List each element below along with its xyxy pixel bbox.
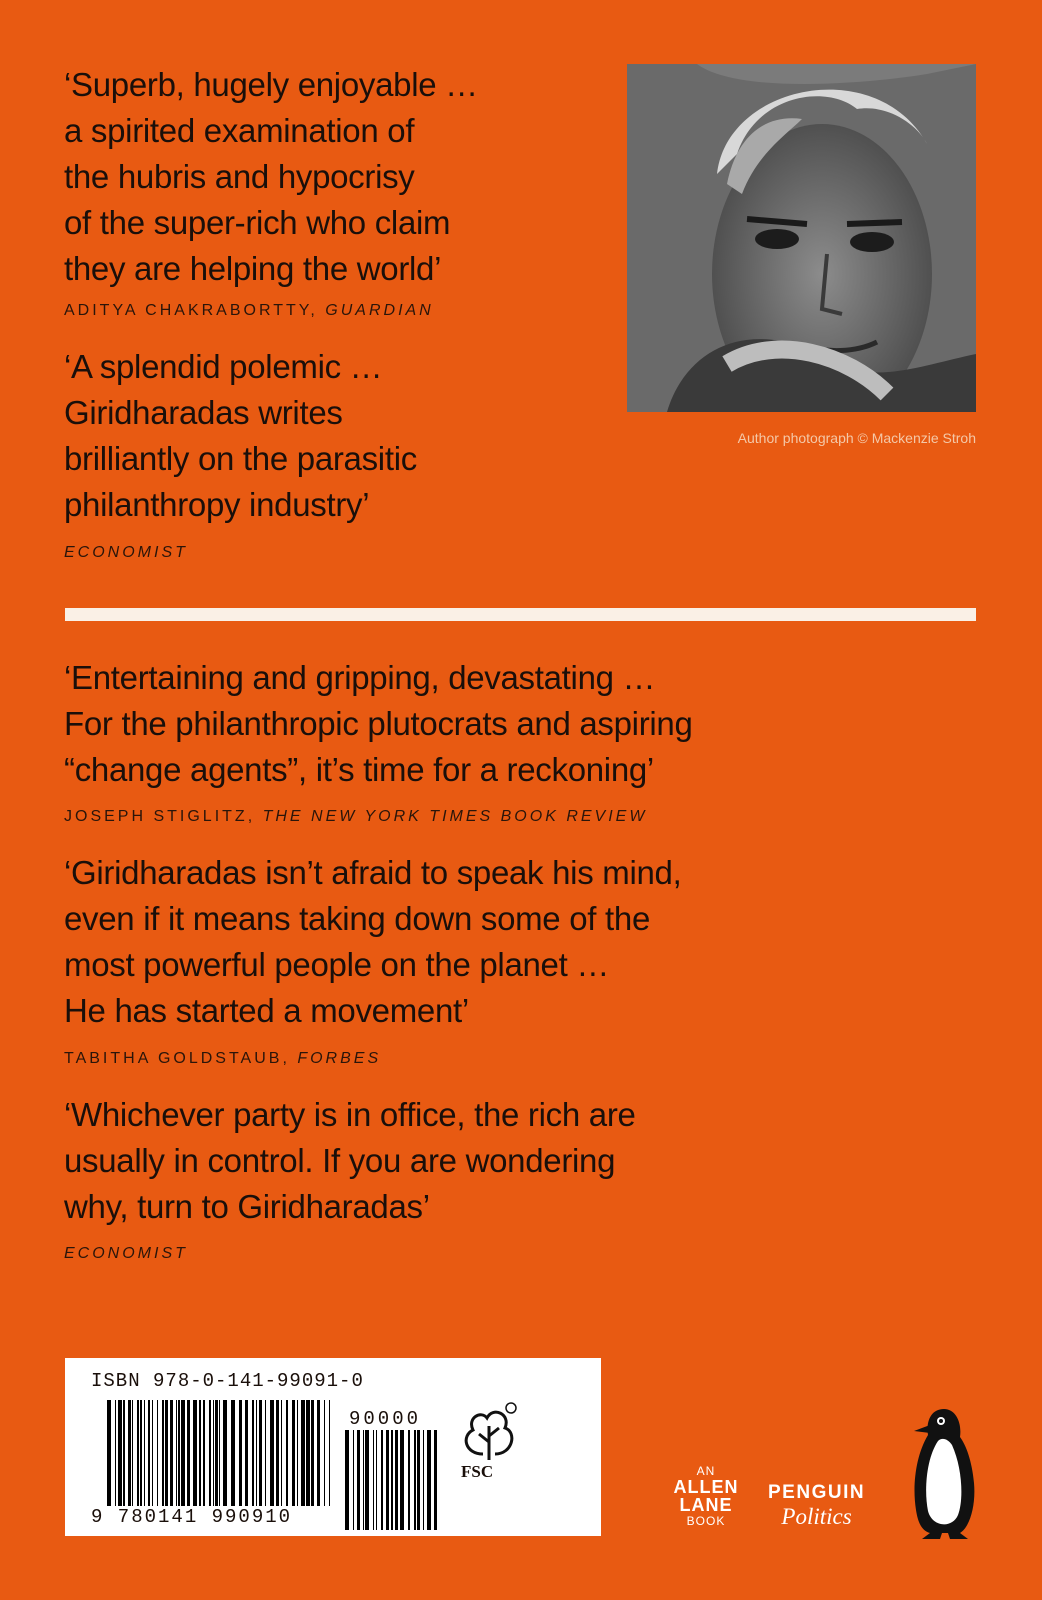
imprint-lane: LANE <box>679 1495 733 1516</box>
barcode-bar <box>118 1400 122 1506</box>
barcode-bar <box>434 1430 437 1530</box>
barcode-bar <box>162 1400 164 1506</box>
barcode-bar <box>132 1400 133 1506</box>
attribution-author: ADITYA CHAKRABORTTY, <box>64 302 326 319</box>
quote-chakrabortty: ‘Superb, hugely enjoyable … a spirited examination of the hubris and hypocrisy of the super-rich who claim they are helping the world’ <box>64 66 478 287</box>
barcode-bar <box>193 1400 197 1506</box>
barcode-bar <box>381 1430 383 1530</box>
barcode-bar <box>391 1430 393 1530</box>
quote-stiglitz: ‘Entertaining and gripping, devastating … For the philanthropic plutocrats and aspiring “change agents”, it’s time for a reckoning’ <box>64 659 693 788</box>
barcode-bar <box>165 1400 168 1506</box>
barcode-bar <box>363 1430 364 1530</box>
barcode-bar <box>140 1400 142 1506</box>
barcode-bar <box>176 1400 177 1506</box>
barcode-bar <box>265 1400 266 1506</box>
attribution-publication: FORBES <box>297 1050 382 1067</box>
imprint-an: AN <box>696 1464 716 1478</box>
barcode-bar <box>414 1430 416 1530</box>
price-code: 90000 <box>349 1408 422 1430</box>
barcode-bar <box>386 1430 389 1530</box>
barcode-bar <box>365 1430 369 1530</box>
barcode-bar <box>329 1400 330 1506</box>
imprint-allen: ALLEN <box>673 1476 739 1497</box>
fsc-label: FSC <box>461 1462 494 1481</box>
photo-credit: Author photograph © Mackenzie Stroh <box>737 430 976 446</box>
barcode-bar <box>215 1400 218 1506</box>
barcode-bar <box>223 1400 227 1506</box>
barcode-bar <box>376 1430 377 1530</box>
barcode-bar <box>170 1400 173 1506</box>
attribution-publication: ECONOMIST <box>64 544 188 561</box>
attribution-author: TABITHA GOLDSTAUB, <box>64 1050 298 1067</box>
barcode-bar <box>203 1400 205 1506</box>
barcode-box <box>65 1358 601 1536</box>
fsc-logo <box>453 1396 523 1486</box>
barcode-bar <box>373 1430 374 1530</box>
imprint-book: BOOK <box>686 1514 726 1529</box>
barcode-bar <box>137 1400 139 1506</box>
barcode-bar <box>213 1400 214 1506</box>
barcode-bar <box>306 1400 310 1506</box>
author-photo <box>627 64 976 412</box>
barcode-bar <box>297 1400 298 1506</box>
barcode-bar <box>231 1400 235 1506</box>
author-portrait-graphic <box>627 64 976 412</box>
barcode-bar <box>345 1430 349 1530</box>
barcode-bar <box>256 1400 257 1506</box>
penguin-politics-label <box>768 1482 865 1530</box>
barcode-bar <box>157 1400 158 1506</box>
isbn-label: ISBN 978-0-141-99091-0 <box>91 1370 364 1392</box>
barcode-bar <box>353 1430 354 1530</box>
attribution-economist-2 <box>64 1245 188 1263</box>
attribution-stiglitz <box>64 808 647 826</box>
barcode-bar <box>286 1400 288 1506</box>
barcode-bar <box>317 1400 320 1506</box>
barcode-bar <box>178 1400 180 1506</box>
barcode-bar <box>270 1400 274 1506</box>
publisher-name: PENGUIN <box>768 1482 866 1503</box>
barcode-bar <box>423 1430 424 1530</box>
barcode-bar <box>187 1400 190 1506</box>
barcode-bar <box>107 1400 111 1506</box>
quote-goldstaub: ‘Giridharadas isn’t afraid to speak his mind, even if it means taking down some of the most powerful people on the planet … He has started a movement’ <box>64 854 682 1029</box>
barcode-bar <box>259 1400 262 1506</box>
attribution-publication: ECONOMIST <box>64 1245 188 1262</box>
attribution-publication: GUARDIAN <box>325 302 434 319</box>
barcode-bar <box>324 1400 325 1506</box>
barcode-bar <box>311 1400 314 1506</box>
series-name: Politics <box>781 1504 852 1529</box>
attribution-chakrabortty <box>64 302 434 320</box>
allen-lane-imprint <box>666 1465 746 1528</box>
barcode-bar <box>245 1400 248 1506</box>
barcode-digits: 9 780141 990910 <box>91 1506 293 1528</box>
barcode-bar <box>115 1400 116 1506</box>
penguin-logo-icon <box>908 1405 980 1543</box>
barcode-bar <box>427 1430 431 1530</box>
barcode-bar <box>301 1400 305 1506</box>
attribution-author: JOSEPH STIGLITZ, <box>64 808 263 825</box>
barcode-bar <box>128 1400 131 1506</box>
barcode-bar <box>209 1400 211 1506</box>
barcode-bar <box>123 1400 125 1506</box>
barcode-bar <box>395 1430 398 1530</box>
section-divider <box>65 608 976 621</box>
barcode-bar <box>144 1400 145 1506</box>
attribution-economist-1 <box>64 544 188 562</box>
barcode-bar <box>181 1400 185 1506</box>
barcode-bar <box>199 1400 201 1506</box>
barcode-bar <box>400 1430 404 1530</box>
barcode-bar <box>252 1400 254 1506</box>
barcode-bar <box>281 1400 282 1506</box>
barcode-bar <box>152 1400 153 1506</box>
barcode-bar <box>357 1430 360 1530</box>
attribution-publication: THE NEW YORK TIMES BOOK REVIEW <box>262 808 648 825</box>
barcode-bar <box>239 1400 242 1506</box>
barcode-bar <box>219 1400 220 1506</box>
barcode-bar <box>148 1400 150 1506</box>
quote-economist-1: ‘A splendid polemic … Giridharadas writes brilliantly on the parasitic philanthropy industry’ <box>64 348 417 523</box>
barcode-bar <box>276 1400 279 1506</box>
barcode-ean13 <box>107 1400 332 1506</box>
barcode-bar <box>408 1430 410 1530</box>
quote-economist-2: ‘Whichever party is in office, the rich are usually in control. If you are wondering why, turn to Giridharadas’ <box>64 1096 636 1225</box>
barcode-bar <box>417 1430 420 1530</box>
barcode-bar <box>292 1400 295 1506</box>
barcode-price-addon <box>345 1430 440 1530</box>
attribution-goldstaub <box>64 1050 381 1068</box>
